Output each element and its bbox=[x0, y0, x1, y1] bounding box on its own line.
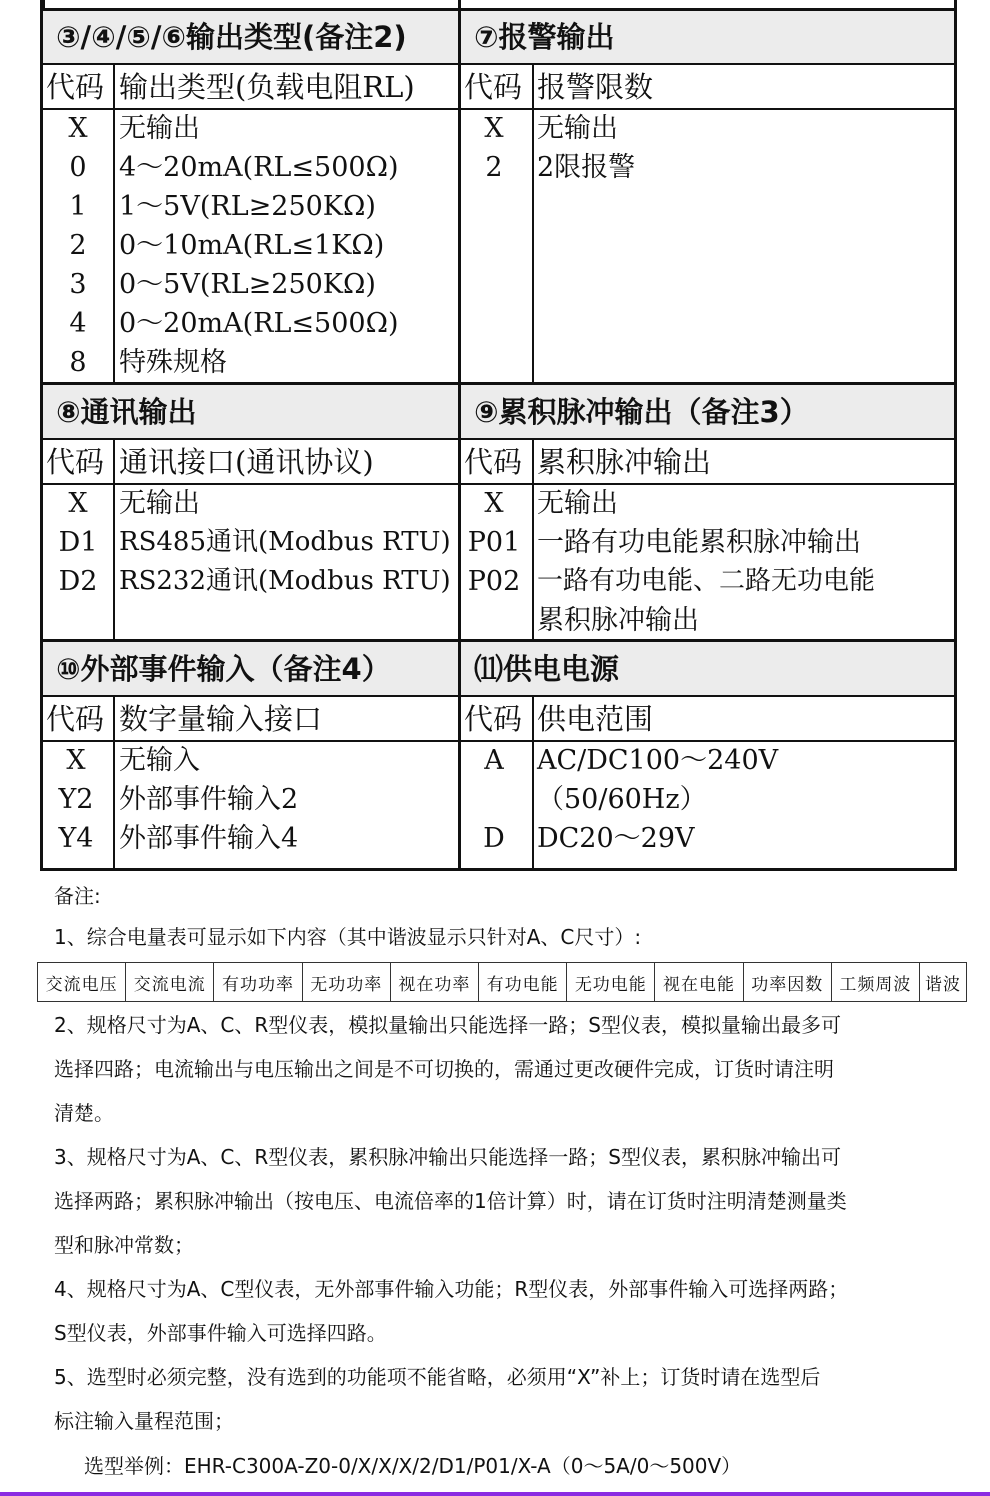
desc-cell: 无输出 bbox=[119, 113, 200, 144]
desc-cell: AC/DC100～240V bbox=[537, 745, 779, 776]
code-cell: X bbox=[484, 488, 504, 519]
display-item: 交流电压 bbox=[38, 963, 126, 1001]
code-cell: P01 bbox=[467, 527, 521, 558]
section-title-power: ⑾供电电源 bbox=[474, 652, 620, 686]
desc-cell: 一路有功电能、二路无功电能 bbox=[537, 566, 876, 596]
note-4-line-1: 4、规格尺寸为A、C型仪表，无外部事件输入功能；R型仪表，外部事件输入可选择两路； bbox=[54, 1277, 849, 1301]
section-title-event: ⑩外部事件输入（备注4） bbox=[56, 652, 391, 686]
code-cell: Y2 bbox=[58, 784, 94, 815]
display-item: 工频周波 bbox=[832, 963, 920, 1001]
col-head-pulse: 累积脉冲输出 bbox=[537, 445, 712, 479]
code-cell: 2 bbox=[69, 230, 87, 261]
display-item: 有功功率 bbox=[214, 963, 302, 1001]
note-4-line-2: S型仪表，外部事件输入可选择四路。 bbox=[54, 1321, 387, 1345]
code-cell: 3 bbox=[69, 269, 87, 300]
section-title-comm: ⑧通讯输出 bbox=[56, 395, 197, 429]
section-title-pulse: ⑨累积脉冲输出（备注3） bbox=[474, 395, 809, 429]
display-item: 视在功率 bbox=[391, 963, 479, 1001]
code-cell: D bbox=[483, 823, 505, 854]
display-item: 交流电流 bbox=[126, 963, 214, 1001]
desc-cell: 累积脉冲输出 bbox=[537, 605, 699, 636]
desc-cell: 0～20mA(RL≤500Ω) bbox=[119, 308, 399, 339]
code-cell: P02 bbox=[467, 566, 521, 597]
desc-cell: 2限报警 bbox=[537, 152, 636, 183]
col-head-code: 代码 bbox=[46, 70, 105, 104]
col-head-code: 代码 bbox=[46, 445, 105, 479]
note-3-line-1: 3、规格尺寸为A、C、R型仪表，累积脉冲输出只能选择一路；S型仪表，累积脉冲输出可 bbox=[54, 1145, 841, 1169]
code-cell: D1 bbox=[58, 527, 98, 558]
note-5-line-1: 5、选型时必须完整，没有选到的功能项不能省略，必须用“X”补上；订货时请在选型后 bbox=[54, 1365, 821, 1389]
display-item: 无功电能 bbox=[567, 963, 655, 1001]
selection-example: 选型举例：EHR-C300A-Z0-0/X/X/X/2/D1/P01/X-A（0～5A/0～500V） bbox=[84, 1454, 742, 1478]
display-item: 无功功率 bbox=[303, 963, 391, 1001]
code-cell: 0 bbox=[69, 152, 87, 183]
code-cell: X bbox=[484, 113, 504, 144]
note-2-line-1: 2、规格尺寸为A、C、R型仪表，模拟量输出只能选择一路；S型仪表，模拟量输出最多可 bbox=[54, 1013, 841, 1037]
display-item: 谐波 bbox=[925, 974, 962, 995]
display-items-table bbox=[37, 962, 967, 1002]
code-cell: A bbox=[484, 745, 504, 776]
code-cell: 4 bbox=[69, 308, 87, 339]
desc-cell: 0～5V(RL≥250KΩ) bbox=[119, 269, 376, 300]
col-head-event: 数字量输入接口 bbox=[119, 702, 323, 736]
desc-cell: 4～20mA(RL≤500Ω) bbox=[119, 152, 399, 183]
note-2-line-2: 选择四路；电流输出与电压输出之间是不可切换的，需通过更改硬件完成，订货时请注明 bbox=[54, 1057, 834, 1081]
code-cell: 1 bbox=[69, 191, 87, 222]
desc-cell: 特殊规格 bbox=[119, 347, 227, 378]
desc-cell: 无输出 bbox=[119, 488, 200, 519]
desc-cell: （50/60Hz） bbox=[537, 784, 707, 815]
code-cell: D2 bbox=[58, 566, 98, 597]
col-head-code: 代码 bbox=[46, 702, 105, 736]
desc-cell: 1～5V(RL≥250KΩ) bbox=[119, 191, 376, 222]
code-cell: 8 bbox=[69, 347, 87, 378]
col-head-comm: 通讯接口(通讯协议) bbox=[119, 445, 374, 479]
desc-cell: RS485通讯(Modbus RTU) bbox=[119, 527, 451, 557]
col-head-code: 代码 bbox=[464, 445, 523, 479]
section-title-alarm: ⑦报警输出 bbox=[474, 20, 615, 54]
display-item: 有功电能 bbox=[479, 963, 567, 1001]
desc-cell: 无输入 bbox=[119, 745, 200, 776]
code-cell: X bbox=[66, 745, 86, 776]
note-3-line-2: 选择两路；累积脉冲输出（按电压、电流倍率的1倍计算）时，请在订货时注明清楚测量类 bbox=[54, 1189, 847, 1213]
notes-title: 备注: bbox=[54, 884, 101, 908]
code-cell: X bbox=[68, 113, 88, 144]
col-head-alarm: 报警限数 bbox=[537, 70, 654, 104]
code-cell: Y4 bbox=[58, 823, 94, 854]
display-item: 功率因数 bbox=[744, 963, 832, 1001]
desc-cell: 外部事件输入2 bbox=[119, 784, 299, 815]
code-cell: X bbox=[68, 488, 88, 519]
desc-cell: DC20～29V bbox=[537, 823, 695, 854]
note-2-line-3: 清楚。 bbox=[54, 1101, 114, 1125]
col-head-power: 供电范围 bbox=[537, 702, 654, 736]
desc-cell: 无输出 bbox=[537, 113, 618, 144]
desc-cell: 无输出 bbox=[537, 488, 618, 519]
col-head-output-type: 输出类型(负载电阻RL) bbox=[119, 70, 415, 104]
desc-cell: 0～10mA(RL≤1KΩ) bbox=[119, 230, 385, 261]
col-head-code: 代码 bbox=[464, 70, 523, 104]
display-item: 视在电能 bbox=[655, 963, 743, 1001]
code-cell: 2 bbox=[485, 152, 503, 183]
desc-cell: 一路有功电能累积脉冲输出 bbox=[537, 527, 861, 558]
col-head-code: 代码 bbox=[464, 702, 523, 736]
note-1: 1、综合电量表可显示如下内容（其中谐波显示只针对A、C尺寸）: bbox=[54, 925, 642, 949]
bottom-divider bbox=[0, 1492, 990, 1496]
desc-cell: 外部事件输入4 bbox=[119, 823, 299, 854]
note-3-line-3: 型和脉冲常数； bbox=[54, 1233, 194, 1257]
note-5-line-2: 标注输入量程范围； bbox=[54, 1409, 234, 1433]
section-title-output-type: ③/④/⑤/⑥输出类型(备注2) bbox=[56, 20, 407, 54]
desc-cell: RS232通讯(Modbus RTU) bbox=[119, 566, 451, 596]
